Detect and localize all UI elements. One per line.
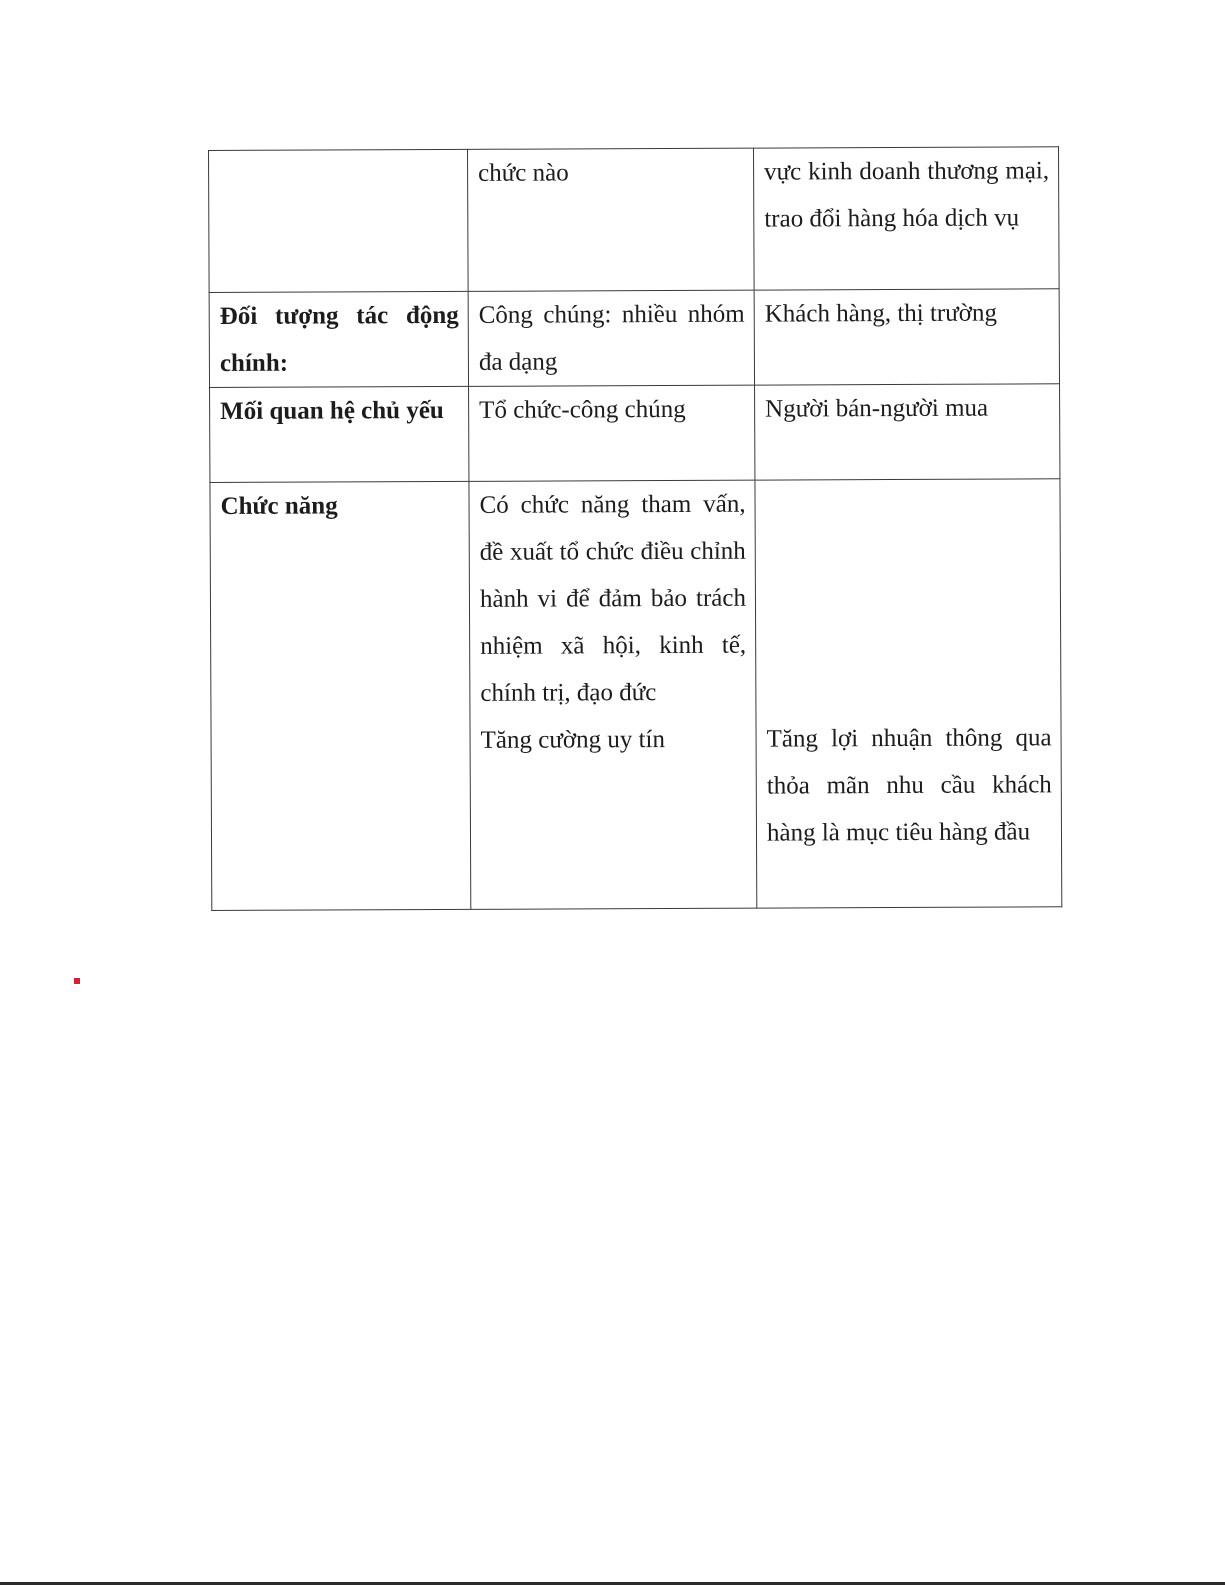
marketing-cell: vực kinh doanh thương mại, trao đổi hàng hóa dịch vụ <box>753 147 1059 290</box>
marketing-cell: Khách hàng, thị trường <box>754 289 1059 385</box>
red-marker-dot <box>74 978 80 984</box>
row-label-cell <box>209 149 469 292</box>
table-row <box>209 289 1059 388</box>
comparison-table <box>208 146 1062 911</box>
row-label-cell: Mối quan hệ chủ yếu <box>210 386 469 482</box>
cell-spacer <box>765 479 1051 715</box>
table-row <box>210 479 1062 911</box>
function-reputation: Tăng cường uy tín <box>480 726 666 754</box>
row-label-cell: Đối tượng tác động chính: <box>209 291 468 387</box>
marketing-cell: Người bán-người mua <box>755 384 1060 480</box>
public-relations-cell: Tổ chức-công chúng <box>469 385 755 481</box>
public-relations-cell: Công chúng: nhiều nhóm đa dạng <box>468 290 754 386</box>
public-relations-cell <box>469 480 757 909</box>
marketing-cell <box>755 479 1062 908</box>
public-relations-cell: chức nào <box>467 148 754 291</box>
function-description: Có chức năng tham vấn, đề xuất tổ chức điều chỉnh hành vi để đảm bảo trách nhiệm xã hội, kinh tế, chính trị, đạo đức <box>479 490 747 707</box>
table-row <box>210 384 1060 483</box>
row-label-cell: Chức năng <box>210 481 471 910</box>
function-profit: Tăng lợi nhuận thông qua thỏa mãn nhu cầu khách hàng là mục tiêu hàng đầu <box>766 724 1052 847</box>
table-row <box>209 147 1060 293</box>
